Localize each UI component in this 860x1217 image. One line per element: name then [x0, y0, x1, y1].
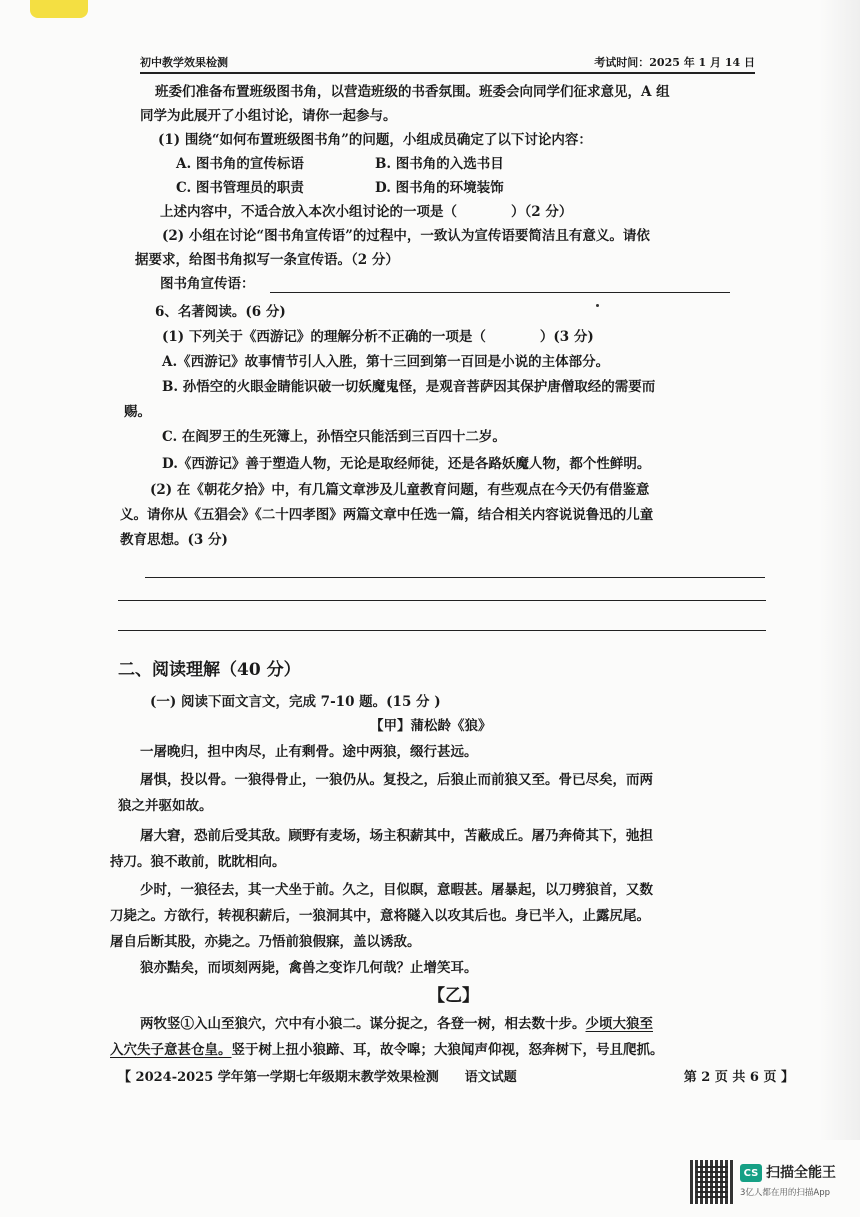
passage-yi-line1-text: 两牧竖①入山至狼穴，穴中有小狼二。谋分捉之，各登一树，相去数十步。: [140, 1016, 586, 1032]
qr-code-icon: [690, 1160, 734, 1204]
p6-title: 6、名著阅读。(6 分): [155, 304, 286, 320]
passage-p2-line2: 狼之并驱如故。: [118, 798, 213, 814]
p6-q2-line1: (2) 在《朝花夕拾》中，有几篇文章涉及儿童教育问题，有些观点在今天仍有借鉴意: [150, 482, 650, 498]
p5-intro-line1: 班委们准备布置班级图书角，以营造班级的书香氛围。班委会向同学们征求意见，A 组: [155, 84, 670, 100]
scanner-tagline: 3亿人都在用的扫描App: [740, 1188, 831, 1198]
passage-yi-title: 【乙】: [428, 986, 479, 1006]
p6-option-a: A.《西游记》故事情节引人入胜，第十三回到第一百回是小说的主体部分。: [162, 354, 610, 370]
p6-option-d: D.《西游记》善于塑造人物，无论是取经师徒，还是各路妖魔人物，都个性鲜明。: [162, 456, 651, 472]
p6-answer-line-2[interactable]: [118, 600, 766, 601]
p5-q1: (1) 围绕“如何布置班级图书角”的问题，小组成员确定了以下讨论内容：: [158, 132, 592, 148]
passage-p1: 一屠晚归，担中肉尽，止有剩骨。途中两狼，缀行甚远。: [140, 744, 478, 760]
scan-speck: [596, 304, 599, 307]
page-footer: [118, 1066, 794, 1088]
passage-p5: 狼亦黠矣，而顷刻两毙，禽兽之变诈几何哉？止增笑耳。: [140, 960, 478, 976]
p5-q1-stem: 上述内容中，不适合放入本次小组讨论的一项是（ ）（2 分）: [160, 204, 573, 220]
passage-yi-underlined-1: 少顷大狼至: [585, 1016, 653, 1032]
scanner-app-name: 扫描全能王: [766, 1165, 836, 1181]
p6-q1: (1) 下列关于《西游记》的理解分析不正确的一项是（ ）(3 分): [162, 329, 594, 345]
passage-yi-line2-text: 竖于树上扭小狼蹄、耳，故令嗥；大狼闻声仰视，怒奔树下，号且爬抓。: [231, 1042, 664, 1058]
p5-option-c: C. 图书管理员的职责: [176, 180, 304, 196]
scanner-watermark: [690, 1160, 850, 1210]
p5-intro-line2: 同学为此展开了小组讨论，请你一起参与。: [140, 108, 397, 124]
p5-q2-line2: 据要求，给图书角拟写一条宣传语。（2 分）: [135, 252, 399, 268]
p5-q2-line1: (2) 小组在讨论“图书角宣传语”的过程中，一致认为宣传语要简洁且有意义。请依: [162, 228, 650, 244]
p6-answer-line-3[interactable]: [118, 630, 766, 631]
header-rule: [140, 72, 755, 74]
p6-q2-line2: 义。请你从《五猖会》《二十四孝图》两篇文章中任选一篇，结合相关内容说说鲁迅的儿童: [120, 507, 654, 523]
page-header: [140, 52, 755, 72]
footer-page-number: 第 2 页 共 6 页 】: [683, 1070, 794, 1085]
passage-yi-line1: [140, 1012, 653, 1036]
p6-option-b-line1: B. 孙悟空的火眼金睛能识破一切妖魔鬼怪，是观音菩萨因其保护唐僧取经的需要而: [162, 379, 656, 395]
passage-p2-line1: 屠惧，投以骨。一狼得骨止，一狼仍从。复投之，后狼止而前狼又至。骨已尽矣，而两: [140, 772, 653, 788]
passage-p3-line1: 屠大窘，恐前后受其敌。顾野有麦场，场主积薪其中，苫蔽成丘。屠乃奔倚其下，弛担: [140, 828, 653, 844]
passage-p4-line2: 刀毙之。方欲行，转视积薪后，一狼洞其中，意将隧入以攻其后也。身已半入，止露尻尾。: [110, 908, 650, 924]
passage-yi-line2: [110, 1038, 664, 1062]
p6-answer-line-1[interactable]: [145, 577, 765, 578]
header-exam-date: 考试时间：2025 年 1 月 14 日: [594, 56, 755, 69]
p6-option-c: C. 在阎罗王的生死簿上，孙悟空只能活到三百四十二岁。: [162, 429, 506, 445]
p5-option-b: B. 图书角的入选书目: [375, 156, 504, 172]
p5-option-a: A. 图书角的宣传标语: [176, 156, 304, 172]
p6-option-b-line2: 赐。: [124, 404, 151, 420]
footer-exam-title: 【 2024-2025 学年第一学期七年级期末教学效果检测 语文试题: [118, 1070, 517, 1085]
header-left: 初中教学效果检测: [140, 56, 228, 69]
section2-title: 二、阅读理解（40 分）: [118, 660, 301, 680]
slogan-answer-line[interactable]: [270, 292, 730, 293]
p5-option-d: D. 图书角的环境装饰: [375, 180, 504, 196]
passage-p4-line3: 屠自后断其股，亦毙之。乃悟前狼假寐，盖以诱敌。: [110, 934, 421, 950]
slogan-label: 图书角宣传语：: [160, 276, 255, 292]
passage-p3-line2: 持刀。狼不敢前，眈眈相向。: [110, 854, 286, 870]
yellow-tab-decoration: [30, 0, 88, 18]
section2-subtitle: (一) 阅读下面文言文，完成 7-10 题。(15 分 ): [150, 694, 441, 710]
passage-jia-title: 【甲】蒲松龄《狼》: [370, 718, 492, 734]
passage-p4-line1: 少时，一狼径去，其一犬坐于前。久之，目似瞑，意暇甚。屠暴起，以刀劈狼首，又数: [140, 882, 653, 898]
passage-yi-underlined-2: 入穴失子意甚仓皇。: [110, 1042, 232, 1058]
page-edge-shadow: [820, 0, 860, 1140]
p6-q2-line3: 教育思想。(3 分): [120, 532, 228, 548]
camscanner-logo-icon: CS: [740, 1164, 762, 1182]
